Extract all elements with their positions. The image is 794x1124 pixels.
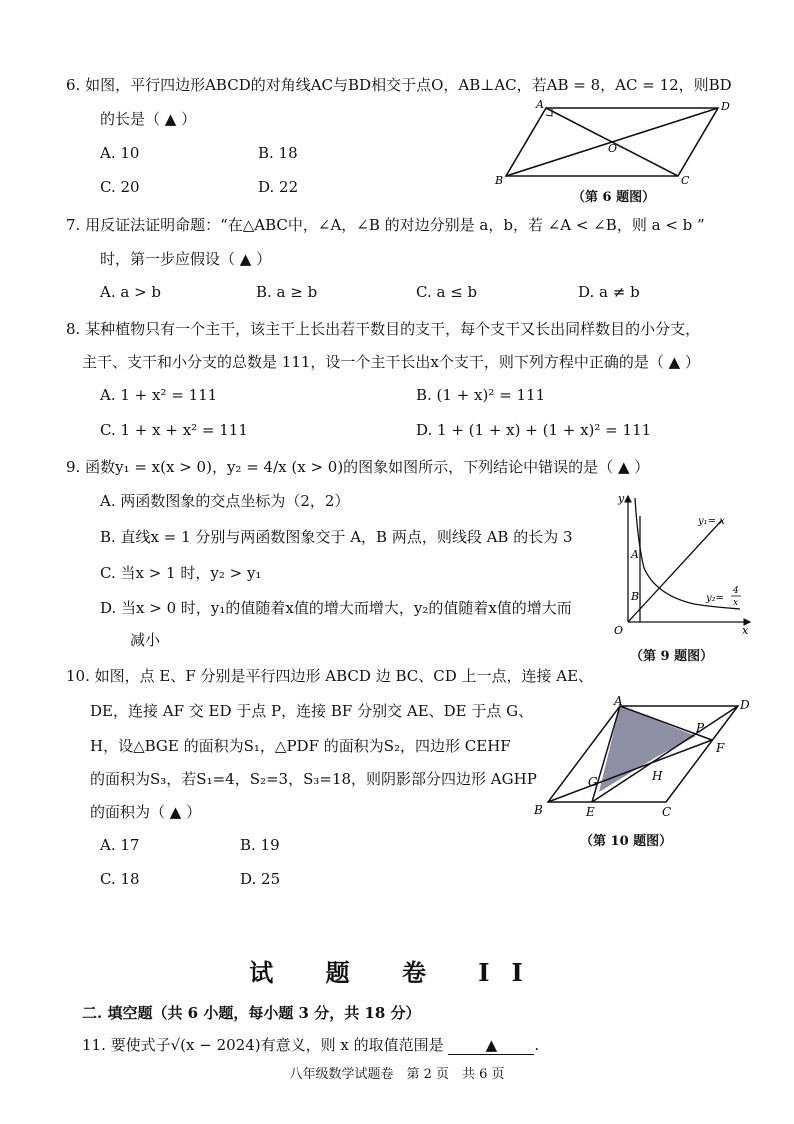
q9-line-y1 [628, 520, 725, 622]
q8-option-c: C. 1 + x + x² = 111 [100, 421, 248, 439]
q10-label-c: C [662, 805, 672, 819]
q7-option-c: C. a ≤ b [416, 283, 478, 301]
q10-label-d: D [740, 698, 750, 712]
q6-caption: （第 6 题图） [572, 190, 656, 205]
q10-label-e: E [586, 805, 595, 819]
q10-option-d: D. 25 [240, 870, 281, 888]
q9-caption: （第 9 题图） [630, 649, 714, 664]
q10-label-a: A [614, 694, 623, 708]
q10-label-f: F [716, 741, 725, 755]
q11-text: 11. 要使式子√(x − 2024)有意义，则 x 的取值范围是 [82, 1036, 444, 1054]
q11-answer-blank [448, 1036, 534, 1055]
q11-blank-mark: ▲ [485, 1036, 498, 1054]
q7-stem-line2: 时，第一步应假设（ ▲ ） [100, 250, 272, 268]
q7-option-a: A. a > b [100, 283, 162, 301]
q10-option-c: C. 18 [100, 870, 140, 888]
section-title: 试 题 卷 II [249, 958, 545, 987]
q7-stem-line1: 7. 用反证法证明命题：“在△ABC中，∠A，∠B 的对边分别是 a，b，若 ∠A < ∠B，则 a < b ” [66, 216, 705, 234]
q10-caption: （第 10 题图） [580, 834, 673, 849]
q9-label-a: A [631, 548, 639, 561]
q9-label-y: y [618, 492, 625, 505]
q11-end: . [534, 1036, 540, 1054]
q6-option-b: B. 18 [258, 144, 298, 162]
q9-label-frac-num: 4 [733, 586, 739, 596]
q9-option-a: A. 两函数图象的交点坐标为（2，2） [100, 492, 350, 510]
q6-label-c: C [681, 174, 690, 187]
q8-option-a: A. 1 + x² = 111 [100, 386, 218, 404]
q9-option-c: C. 当x > 1 时，y₂ > y₁ [100, 564, 262, 582]
q10-label-g: G [588, 775, 598, 789]
q9-stem-line1: 9. 函数y₁ = x(x > 0)，y₂ = 4/x (x > 0)的图象如图所示，下列结论中错误的是（ ▲ ） [66, 458, 650, 476]
q6-figure [488, 96, 738, 188]
q8-stem-line2: 主干、支干和小分支的总数是 111，设一个主干长出x个支干，则下列方程中正确的是（ ▲ ） [82, 353, 700, 371]
q9-curve-y2 [635, 498, 740, 609]
q10-option-b: B. 19 [240, 836, 280, 854]
q7-option-b: B. a ≥ b [256, 283, 318, 301]
q8-stem-line1: 8. 某种植物只有一个主干，该主干上长出若干数目的支干，每个支干又长出同样数目的小分支， [66, 320, 701, 338]
q8-option-d: D. 1 + (1 + x) + (1 + x)² = 111 [416, 421, 652, 439]
q10-label-p: P [696, 721, 705, 735]
q10-stem-line5: 的面积为（ ▲ ） [90, 803, 202, 821]
q9-option-b: B. 直线x = 1 分别与两函数图象交于 A，B 两点，则线段 AB 的长为 3 [100, 528, 573, 546]
q6-label-o: O [608, 142, 618, 155]
q6-option-a: A. 10 [100, 144, 140, 162]
q6-label-b: B [495, 174, 504, 187]
q9-option-d-line1: D. 当x > 0 时，y₁的值随着x值的增大而增大，y₂的值随着x值的增大而 [100, 599, 572, 617]
fill-in-section-header: 二. 填空题（共 6 小题，每小题 3 分，共 18 分） [82, 1004, 421, 1022]
q6-option-c: C. 20 [100, 178, 140, 196]
q9-label-o: O [614, 624, 624, 637]
q9-label-y2: y₂= [706, 593, 725, 604]
q7-option-d: D. a ≠ b [578, 283, 640, 301]
q10-stem-line2: DE，连接 AF 交 ED 于点 P，连接 BF 分别交 AE、DE 于点 G、 [90, 702, 534, 720]
q6-option-d: D. 22 [258, 178, 299, 196]
q10-shaded-region [599, 706, 696, 792]
q9-option-d-line2: 减小 [130, 631, 161, 649]
q10-label-h: H [652, 769, 663, 783]
q6-label-a: A [536, 98, 544, 111]
q9-label-frac-den: x [733, 598, 739, 608]
q9-figure [604, 490, 754, 638]
q6-label-d: D [721, 100, 730, 113]
q9-label-y1: y₁= x [698, 516, 725, 527]
q6-stem-line1: 6. 如图，平行四边形ABCD的对角线AC与BD相交于点O，AB⊥AC，若AB = 8，AC = 12，则BD [66, 76, 732, 94]
q11-stem [82, 1034, 539, 1055]
q9-label-x: x [742, 624, 749, 637]
q10-label-b: B [534, 803, 543, 817]
q9-label-b: B [631, 590, 640, 603]
q10-figure [528, 694, 764, 820]
q8-option-b: B. (1 + x)² = 111 [416, 386, 546, 404]
q6-stem-line2: 的长是（ ▲ ） [100, 110, 197, 128]
q10-stem-line4: 的面积为S₃，若S₁=4，S₂=3，S₃=18，则阴影部分四边形 AGHP [90, 770, 537, 788]
q10-stem-line3: H，设△BGE 的面积为S₁，△PDF 的面积为S₂，四边形 CEHF [90, 737, 511, 755]
q10-stem-line1: 10. 如图，点 E、F 分别是平行四边形 ABCD 边 BC、CD 上一点，连接 AE、 [66, 667, 594, 685]
page-footer: 八年级数学试题卷 第 2 页 共 6 页 [289, 1067, 505, 1082]
q10-option-a: A. 17 [100, 836, 140, 854]
